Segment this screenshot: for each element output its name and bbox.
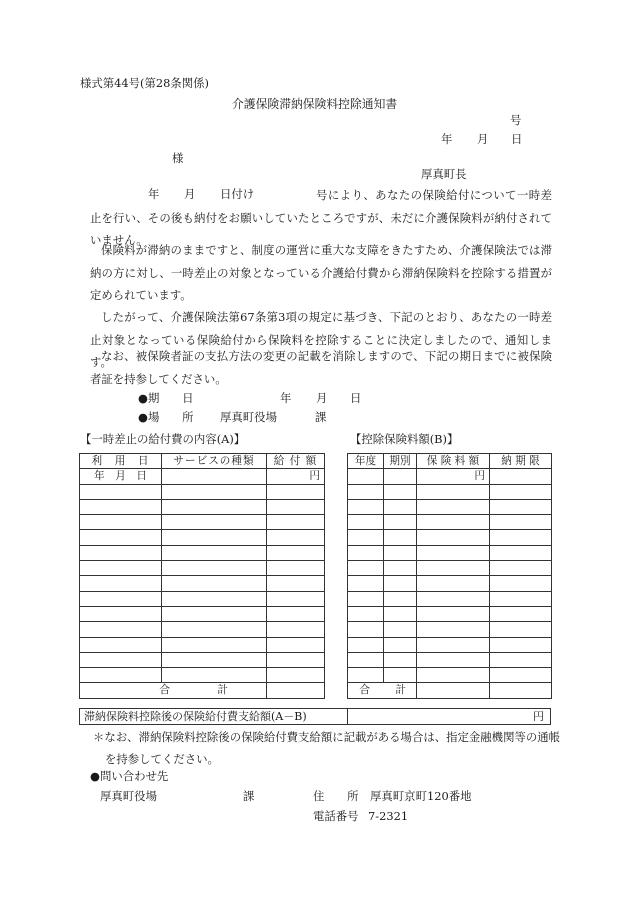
table-row — [348, 622, 552, 637]
payment-label-box — [79, 708, 348, 725]
table-b-total-left: 合 — [359, 684, 370, 697]
table-row — [80, 545, 325, 560]
date-year: 年 — [441, 132, 453, 146]
table-b-header-premium: 保 険 料 額 — [417, 454, 490, 469]
place-section: 課 — [315, 410, 327, 424]
table-row — [80, 576, 325, 591]
table-row — [348, 484, 552, 499]
table-b-caption: 【控除保険料額(B)】 — [350, 432, 459, 446]
table-row — [348, 652, 552, 667]
table-row — [80, 606, 325, 621]
table-row — [348, 591, 552, 606]
payment-label: 滞納保険料控除後の保険給付費支給額(A－B) — [84, 710, 307, 723]
table-row — [348, 515, 552, 530]
table-a-header-service: サービスの種類 — [162, 454, 267, 469]
table-row — [348, 499, 552, 514]
table-row — [348, 637, 552, 652]
paragraph-2: 保険料が滞納のままですと、制度の運営に重大な支障をきたすため、介護保険法では滞納の方に対し、一時差止の対象となっている介護給付費から滞納保険料を控除する措置が定められています。 — [90, 243, 552, 303]
table-b-row1-premium: 円 — [417, 469, 490, 484]
contact-phone: 7-2321 — [368, 809, 409, 823]
table-a-header-amount: 給 付 額 — [267, 454, 325, 469]
contact-section: 課 — [243, 789, 255, 803]
payment-amount-box — [347, 708, 551, 725]
table-a-row1-service — [162, 469, 267, 484]
table-a-total-right: 計 — [217, 684, 228, 697]
place-label: ●場 所 — [138, 410, 194, 424]
table-row — [348, 576, 552, 591]
deadline-label: ●期 日 — [138, 391, 194, 405]
table-b-header-due: 納 期 限 — [490, 454, 552, 469]
intro-year: 年 — [148, 187, 160, 201]
table-row — [80, 591, 325, 606]
table-row — [80, 484, 325, 499]
table-a-header-date: 利 用 日 — [80, 454, 162, 469]
table-row — [80, 652, 325, 667]
table-a-caption: 【一時差止の給付費の内容(A)】 — [80, 432, 246, 446]
intro-month: 月 — [184, 187, 196, 201]
table-row — [80, 499, 325, 514]
table-b-total-right: 計 — [395, 684, 406, 697]
deadline-month: 月 — [316, 391, 328, 405]
table-b — [347, 453, 552, 699]
place-office: 厚真町役場 — [220, 410, 277, 424]
contact-office: 厚真町役場 — [100, 789, 157, 803]
contact-phone-label: 電話番号 — [313, 809, 359, 823]
addressee-suffix: 様 — [172, 151, 184, 165]
table-a — [79, 453, 325, 699]
date-month: 月 — [477, 132, 489, 146]
payment-unit: 円 — [533, 710, 544, 723]
table-a-row1-amount: 円 — [267, 469, 325, 484]
paragraph-4: なお、被保険者証の支払方法の変更の記載を消除しますので、下記の期日までに被保険者証を持参してください。 — [90, 349, 552, 386]
table-a-total-amount — [267, 683, 325, 698]
table-a-row1-date: 年 月 日 — [80, 469, 162, 484]
table-row — [348, 668, 552, 683]
table-row — [80, 561, 325, 576]
table-row — [80, 530, 325, 545]
table-a-total-cell — [80, 683, 267, 698]
deadline-day: 日 — [350, 391, 362, 405]
date-day: 日 — [511, 132, 523, 146]
table-row — [80, 622, 325, 637]
form-number: 様式第44号(第28条関係) — [80, 76, 210, 90]
intro-paragraph: 号により、あなたの保険給付について一時差止を行い、その後も納付をお願いしていたところですが、未だに介護保険料が納付されていません。 — [90, 188, 552, 248]
table-b-total-cell — [348, 683, 417, 698]
contact-address: 厚真町京町120番地 — [370, 789, 472, 803]
table-a-total-left: 合 — [159, 684, 170, 697]
issuer: 厚真町長 — [421, 167, 467, 181]
document-title: 介護保険滞納保険料控除通知書 — [232, 97, 398, 111]
table-row — [348, 561, 552, 576]
table-b-header-period: 期別 — [384, 454, 417, 469]
contact-heading: ●問い合わせ先 — [90, 769, 169, 783]
paragraph-3: したがって、介護保険法第67条第3項の規定に基づき、下記のとおり、あなたの一時差止対象となっている保険給付から保険料を控除することに決定しましたので、通知します。 — [90, 310, 552, 370]
table-row — [348, 606, 552, 621]
deadline-year: 年 — [280, 391, 292, 405]
table-row — [348, 545, 552, 560]
table-row — [348, 530, 552, 545]
table-row — [80, 668, 325, 683]
intro-day-dated: 日付け — [220, 187, 255, 201]
number-label: 号 — [510, 113, 522, 127]
table-row — [80, 637, 325, 652]
note: ＊なお、滞納保険料控除後の保険給付費支給額に記載がある場合は、指定金融機関等の通帳を持参してください。 — [93, 730, 561, 766]
table-b-header-year: 年度 — [348, 454, 384, 469]
contact-address-label: 住 所 — [313, 789, 359, 803]
table-row — [80, 515, 325, 530]
